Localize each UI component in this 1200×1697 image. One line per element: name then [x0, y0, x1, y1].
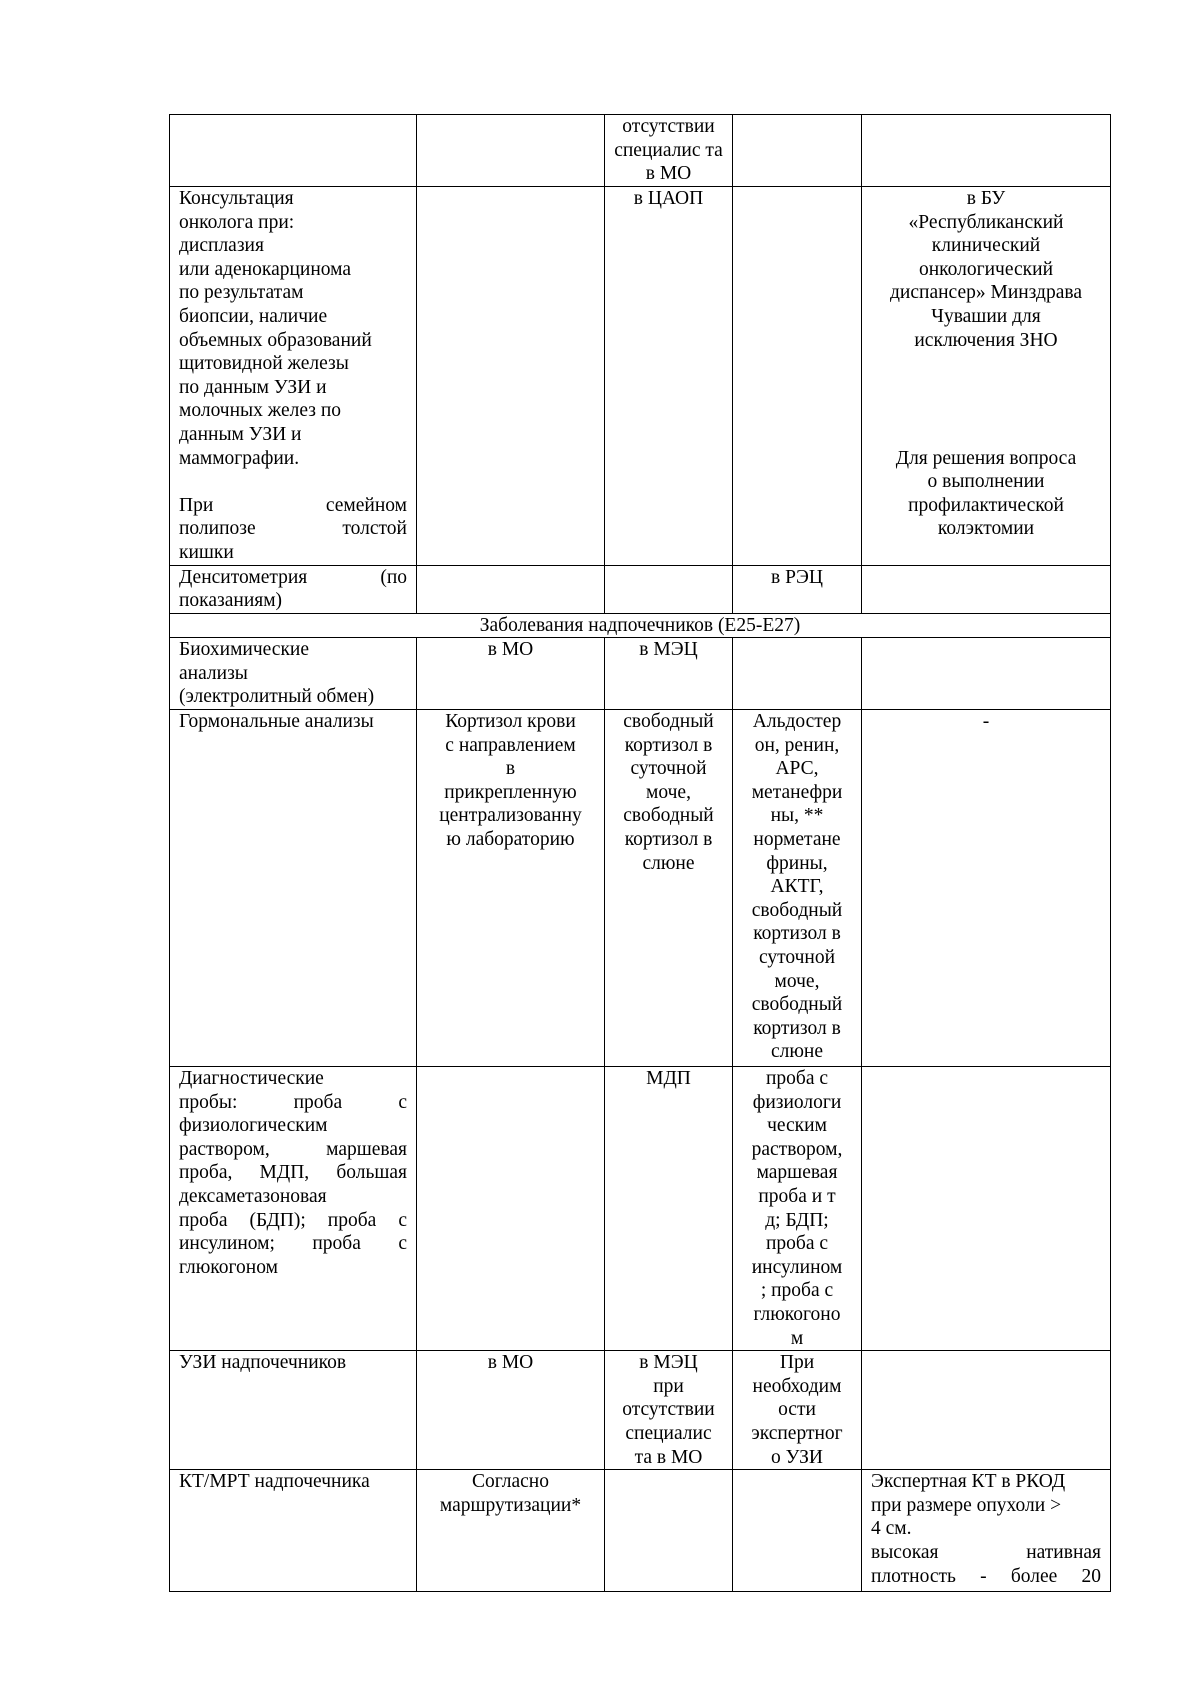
text-line: кишки: [179, 541, 234, 563]
table-cell: [605, 115, 733, 187]
table-cell: [605, 638, 733, 710]
text-line: инсулином; проба с: [179, 1233, 407, 1255]
cell-text: [179, 494, 407, 565]
text-line: проба, МДП, большая: [179, 1162, 407, 1184]
table-cell: [417, 565, 605, 613]
cell-text: Согласно маршрутизации*: [439, 1471, 582, 1516]
cell-text: в МО: [487, 1352, 534, 1374]
cell-text: в МЭЦ: [639, 639, 698, 661]
cell-text: проба с физиологи ческим раствором, маршевая проба и т д; БДП; проба с инсулином ; проба с глюкогоно м: [751, 1068, 843, 1349]
table-cell: [733, 710, 862, 1067]
table-cell: [417, 638, 605, 710]
text-line: высокая нативная: [871, 1541, 1101, 1563]
table-cell: [605, 1351, 733, 1470]
table-cell: [862, 1067, 1111, 1351]
table-cell: [605, 187, 733, 566]
table-cell: [170, 187, 417, 566]
table-cell: [862, 1470, 1111, 1592]
text-line: Экспертная КТ в РКОД: [871, 1471, 1066, 1493]
table-cell: [417, 1351, 605, 1470]
table-cell: [605, 565, 733, 613]
text-line: Диагностические: [179, 1068, 324, 1090]
cell-text: отсутствии специалис та в МО: [614, 116, 723, 185]
table-cell: [170, 638, 417, 710]
text-line: плотность - более 20: [871, 1565, 1101, 1587]
cell-text: УЗИ надпочечников: [179, 1352, 347, 1374]
cell-text: свободный кортизол в суточной моче, свободный кортизол в слюне: [623, 711, 714, 874]
cell-text: в МО: [487, 639, 534, 661]
text-line: пробы: проба с: [179, 1091, 407, 1113]
table-row: [170, 1067, 1111, 1351]
table-cell: [733, 1351, 862, 1470]
table-cell: [170, 115, 417, 187]
text-line: физиологическим: [179, 1115, 328, 1137]
table-cell: [733, 115, 862, 187]
text-line: при размере опухоли >: [871, 1494, 1062, 1516]
table-row: [170, 1470, 1111, 1592]
cell-text: Альдостер он, ренин, АРС, метанефри ны, ** норметане фрины, АКТГ, свободный кортизол в суточной моче, свободный кортизол в слюне: [751, 711, 843, 1063]
table-cell: [417, 1067, 605, 1351]
table-row: [170, 565, 1111, 613]
cell-text: в РЭЦ: [771, 566, 823, 588]
cell-text: Кортизол крови с направлением в прикрепленную централизованну ю лабораторию: [439, 711, 582, 851]
table-cell: [605, 1470, 733, 1592]
table-row: [170, 710, 1111, 1067]
cell-text: -: [982, 711, 990, 733]
table-cell: [862, 115, 1111, 187]
table-row: [170, 613, 1111, 638]
section-heading: [170, 613, 1111, 638]
text-line: глюкогоном: [179, 1256, 278, 1278]
cell-text: Консультация онколога при: дисплазия или аденокарцинома по результатам биопсии, наличие объемных образований щитовидной железы по данным УЗИ и молочных желез по данным УЗИ и маммографии.: [179, 188, 372, 469]
text-line: При семейном: [179, 494, 407, 516]
table-cell: [733, 638, 862, 710]
table-cell: [417, 115, 605, 187]
table-cell: [170, 1470, 417, 1592]
table-cell: [862, 710, 1111, 1067]
table-cell: [862, 187, 1111, 566]
table-cell: [170, 1067, 417, 1351]
text-line: проба (БДП); проба с: [179, 1209, 407, 1231]
table-row: [170, 115, 1111, 187]
table-cell: [417, 1470, 605, 1592]
table-cell: [862, 565, 1111, 613]
table-cell: [605, 710, 733, 1067]
table-cell: [862, 1351, 1111, 1470]
text-line: полипозе толстой: [179, 518, 407, 540]
routing-table: [169, 114, 1111, 1592]
table-cell: [733, 1067, 862, 1351]
table-cell: [170, 1351, 417, 1470]
cell-text: КТ/МРТ надпочечника: [179, 1471, 370, 1493]
text-line: показаниям): [179, 590, 283, 612]
section-title: Заболевания надпочечников (Е25-Е27): [479, 614, 801, 636]
text-line: 4 см.: [871, 1518, 912, 1540]
table-cell: [170, 565, 417, 613]
cell-text: Для решения вопроса о выполнении профилактической колэктомии: [895, 447, 1077, 540]
table-cell: [605, 1067, 733, 1351]
table-row: [170, 638, 1111, 710]
table-cell: [170, 710, 417, 1067]
table-cell: [733, 1470, 862, 1592]
table-cell: [733, 187, 862, 566]
text-line: раствором, маршевая: [179, 1138, 407, 1160]
cell-text: Биохимические анализы (электролитный обмен): [179, 639, 375, 708]
table-cell: [733, 565, 862, 613]
text-line: дексаметазоновая: [179, 1186, 327, 1208]
cell-text: в МЭЦ при отсутствии специалис та в МО: [622, 1352, 715, 1468]
table-row: [170, 1351, 1111, 1470]
table-cell: [417, 710, 605, 1067]
table-cell: [862, 638, 1111, 710]
cell-text: МДП: [646, 1068, 691, 1090]
cell-text: При необходим ости экспертног о УЗИ: [751, 1352, 843, 1468]
table-row: [170, 187, 1111, 566]
cell-text: в БУ «Республиканский клинический онкологический диспансер» Минздрава Чувашии для исключения ЗНО: [890, 188, 1082, 351]
table-cell: [417, 187, 605, 566]
text-line: Денситометрия (по: [179, 566, 407, 588]
cell-text: Гормональные анализы: [179, 711, 374, 733]
cell-text: в ЦАОП: [633, 188, 704, 209]
